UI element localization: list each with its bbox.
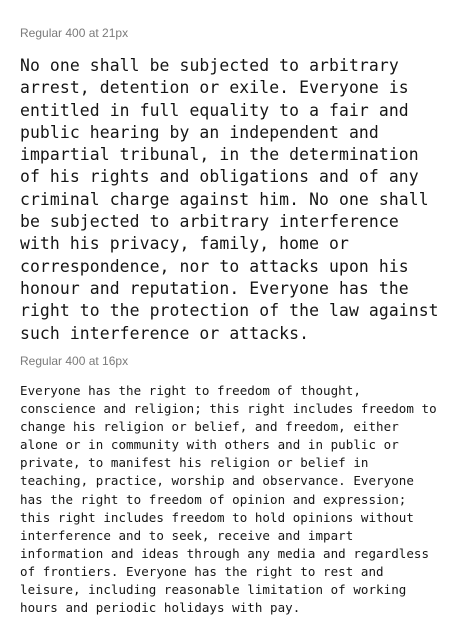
specimen-text: Everyone has the right to freedom of thought, conscience and religion; this right includes freedom to change his religion or belief, and freedom, either alone or in community with others and in public or private, to manifest his religion or belief in teaching, practice, worship and observance. Everyone has the right to freedom of opinion and expression; this right includes freedom to hold opinions without interference and to seek, receive and impart information and ideas through any media and regardless of frontiers. Everyone has the right to rest and leisure, including reasonable limitation of working hours and periodic holidays with pay. bbox=[20, 383, 437, 616]
specimen-text: No one shall be subjected to arbitrary arrest, detention or exile. Everyone is entitled in full equality to a fair and public hearing by an independent and impartial tribunal, in the determination of his rights and obligations and of any criminal charge against him. No one shall be subjected to arbitrary interference with his privacy, family, home or correspondence, nor to attacks upon his honour and reputation. Everyone has the right to the protection of the law against such interference or attacks. bbox=[20, 56, 439, 343]
specimen-21px bbox=[20, 26, 466, 345]
specimen-16px bbox=[20, 354, 466, 617]
specimen-label: Regular 400 at 16px bbox=[20, 354, 129, 368]
specimen-label: Regular 400 at 21px bbox=[20, 26, 129, 40]
